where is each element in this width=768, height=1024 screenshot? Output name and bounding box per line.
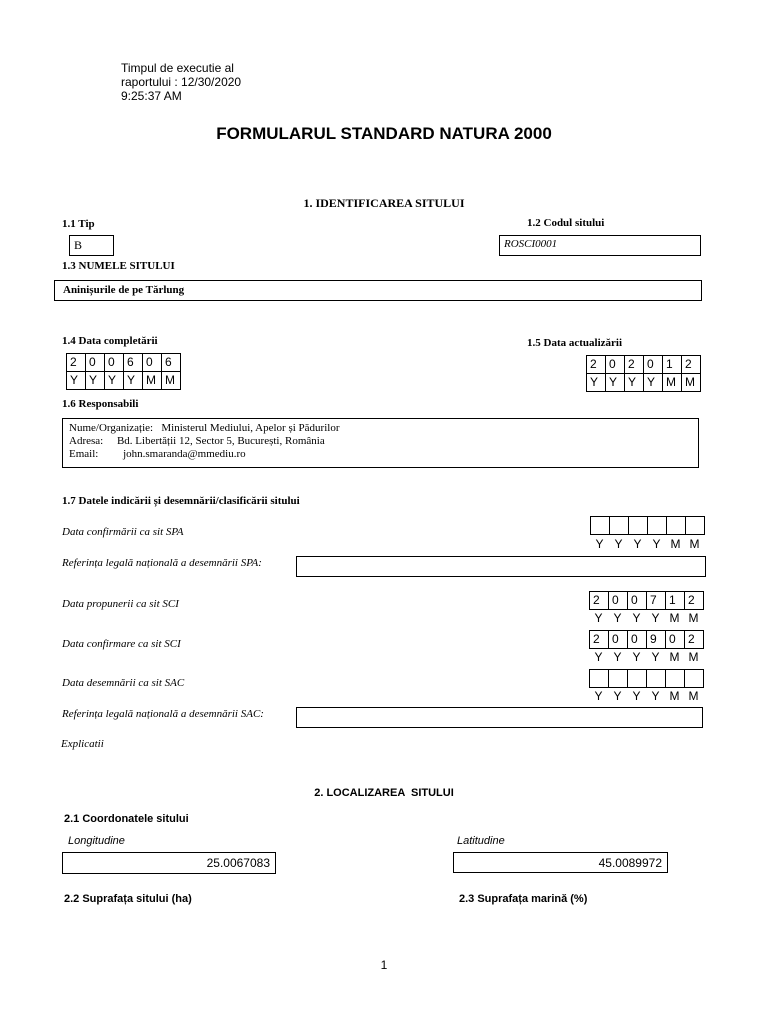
date-digit xyxy=(647,670,666,688)
date-digit: 2 xyxy=(67,354,86,372)
timestamp-line: 9:25:37 AM xyxy=(121,89,182,103)
sci-confirm-label: Data confirmare ca sit SCI xyxy=(62,638,181,650)
suprafata-label: 2.2 Suprafața sitului (ha) xyxy=(64,893,192,905)
date-digit: 2 xyxy=(685,592,704,610)
spa-legal-field xyxy=(296,556,706,577)
date-digit xyxy=(666,670,685,688)
date-digit: 2 xyxy=(682,356,701,374)
sci-propunere-format xyxy=(589,611,703,625)
date-digit: 6 xyxy=(162,354,181,372)
date-format-letter: M xyxy=(688,689,699,703)
date-format-letter: Y xyxy=(632,650,641,664)
page-number: 1 xyxy=(380,958,388,972)
date-format-letter: Y xyxy=(651,689,660,703)
spa-confirm-digits xyxy=(590,516,705,535)
date-format-letter: M xyxy=(663,374,682,392)
responsabil-organizatie: Nume/Organizație: Ministerul Mediului, Apelor și Pădurilor xyxy=(69,422,340,434)
section2-heading: 2. LOCALIZAREA SITULUI xyxy=(314,787,454,799)
date-format-letter: Y xyxy=(651,611,660,625)
form-title: FORMULARUL STANDARD NATURA 2000 xyxy=(216,124,552,143)
spa-confirm-format xyxy=(590,537,704,551)
date-format-letter: Y xyxy=(595,537,604,551)
date-format-letter: M xyxy=(143,372,162,390)
date-format-letter: M xyxy=(162,372,181,390)
coord-label: 2.1 Coordonatele sitului xyxy=(64,813,189,825)
date-format-letter: Y xyxy=(614,537,623,551)
date-format-letter: Y xyxy=(625,374,644,392)
date-digit: 1 xyxy=(666,592,685,610)
date-format-letter: Y xyxy=(86,372,105,390)
date-digit: 9 xyxy=(647,631,666,649)
date-format-letter: Y xyxy=(613,611,622,625)
tip-label: 1.1 Tip xyxy=(62,218,95,230)
date-digit: 2 xyxy=(587,356,606,374)
date-digit: 7 xyxy=(647,592,666,610)
date-digit xyxy=(590,670,609,688)
date-digit: 0 xyxy=(666,631,685,649)
sci-propunere-digits xyxy=(589,591,704,610)
longitudine-value: 25.0067083 xyxy=(206,856,270,870)
date-format-letter: M xyxy=(669,611,680,625)
date-format-letter: Y xyxy=(633,537,642,551)
report-timestamp xyxy=(121,61,241,103)
sac-digits xyxy=(589,669,704,688)
nume-field xyxy=(54,280,702,301)
timestamp-line: raportului : 12/30/2020 xyxy=(121,75,242,89)
cod-label: 1.2 Codul sitului xyxy=(527,217,605,229)
datele-label: 1.7 Datele indicării și desemnării/clasificării sitului xyxy=(62,495,300,507)
tip-value: B xyxy=(74,238,83,252)
date-digit xyxy=(628,670,647,688)
date-format-letter: M xyxy=(669,689,680,703)
spa-legal-label: Referința legală națională a desemnării SPA: xyxy=(62,557,262,569)
sac-format xyxy=(589,689,703,703)
date-digit: 0 xyxy=(86,354,105,372)
date-format-letter: M xyxy=(669,650,680,664)
timestamp-line: Timpul de executie al xyxy=(121,61,234,75)
latitudine-label: Latitudine xyxy=(457,835,505,847)
date-digit: 2 xyxy=(590,592,609,610)
date-format-letter: Y xyxy=(632,689,641,703)
date-format-letter: Y xyxy=(594,611,603,625)
date-digit: 1 xyxy=(663,356,682,374)
date-format-letter: Y xyxy=(644,374,663,392)
date-digit: 0 xyxy=(609,592,628,610)
sci-confirm-format xyxy=(589,650,703,664)
date-digit: 6 xyxy=(124,354,143,372)
spa-confirm-label: Data confirmării ca sit SPA xyxy=(62,526,184,538)
date-format-letter: Y xyxy=(587,374,606,392)
longitudine-label: Longitudine xyxy=(68,835,125,847)
sci-propunere-label: Data propunerii ca sit SCI xyxy=(62,598,179,610)
date-digit: 2 xyxy=(685,631,704,649)
responsabil-email: Email: john.smaranda@mmediu.ro xyxy=(69,448,246,460)
date-digit: 2 xyxy=(590,631,609,649)
data-actualizarii-label: 1.5 Data actualizării xyxy=(527,337,623,349)
date-digit: 0 xyxy=(606,356,625,374)
nume-label: 1.3 NUMELE SITULUI xyxy=(62,260,175,272)
tip-field xyxy=(69,235,114,256)
date-format-letter: Y xyxy=(613,650,622,664)
responsabili-label: 1.6 Responsabili xyxy=(62,398,139,410)
date-digit xyxy=(629,517,648,535)
date-digit xyxy=(685,670,704,688)
date-format-letter: Y xyxy=(606,374,625,392)
date-digit xyxy=(667,517,686,535)
date-format-letter: Y xyxy=(613,689,622,703)
date-format-letter: M xyxy=(688,650,699,664)
sci-confirm-digits xyxy=(589,630,704,649)
responsabili-box xyxy=(62,418,699,468)
nume-value: Aninișurile de pe Tărlung xyxy=(63,284,185,296)
date-digit: 0 xyxy=(609,631,628,649)
suprafata-marina-label: 2.3 Suprafața marină (%) xyxy=(459,893,588,905)
date-digit: 0 xyxy=(628,592,647,610)
date-digit xyxy=(686,517,705,535)
date-digit xyxy=(610,517,629,535)
date-format-letter: M xyxy=(670,537,681,551)
date-format-letter: M xyxy=(689,537,700,551)
date-format-letter: Y xyxy=(105,372,124,390)
cod-value: ROSCI0001 xyxy=(504,238,558,250)
date-format-letter: Y xyxy=(651,650,660,664)
date-format-letter: Y xyxy=(632,611,641,625)
date-format-letter: Y xyxy=(594,689,603,703)
date-format-letter: Y xyxy=(124,372,143,390)
data-actualizarii-digits xyxy=(586,355,701,392)
date-format-letter: M xyxy=(688,611,699,625)
date-format-letter: Y xyxy=(652,537,661,551)
date-digit xyxy=(591,517,610,535)
longitudine-field xyxy=(62,852,276,874)
date-digit xyxy=(609,670,628,688)
data-completarii-label: 1.4 Data completării xyxy=(62,335,158,347)
date-digit: 0 xyxy=(628,631,647,649)
date-digit: 0 xyxy=(143,354,162,372)
date-format-letter: Y xyxy=(67,372,86,390)
explicatii-label: Explicatii xyxy=(61,738,104,750)
cod-field xyxy=(499,235,701,256)
section1-heading: 1. IDENTIFICAREA SITULUI xyxy=(303,196,465,210)
latitudine-field xyxy=(453,852,668,873)
date-format-letter: M xyxy=(682,374,701,392)
sac-label: Data desemnării ca sit SAC xyxy=(62,677,185,689)
date-digit: 0 xyxy=(105,354,124,372)
date-digit: 2 xyxy=(625,356,644,374)
sac-legal-label: Referința legală națională a desemnării SAC: xyxy=(62,708,264,720)
sac-legal-field xyxy=(296,707,703,728)
data-completarii-digits xyxy=(66,353,181,390)
date-digit: 0 xyxy=(644,356,663,374)
responsabil-adresa: Adresa: Bd. Libertății 12, Sector 5, București, România xyxy=(69,435,325,447)
date-format-letter: Y xyxy=(594,650,603,664)
latitudine-value: 45.0089972 xyxy=(598,856,662,870)
date-digit xyxy=(648,517,667,535)
